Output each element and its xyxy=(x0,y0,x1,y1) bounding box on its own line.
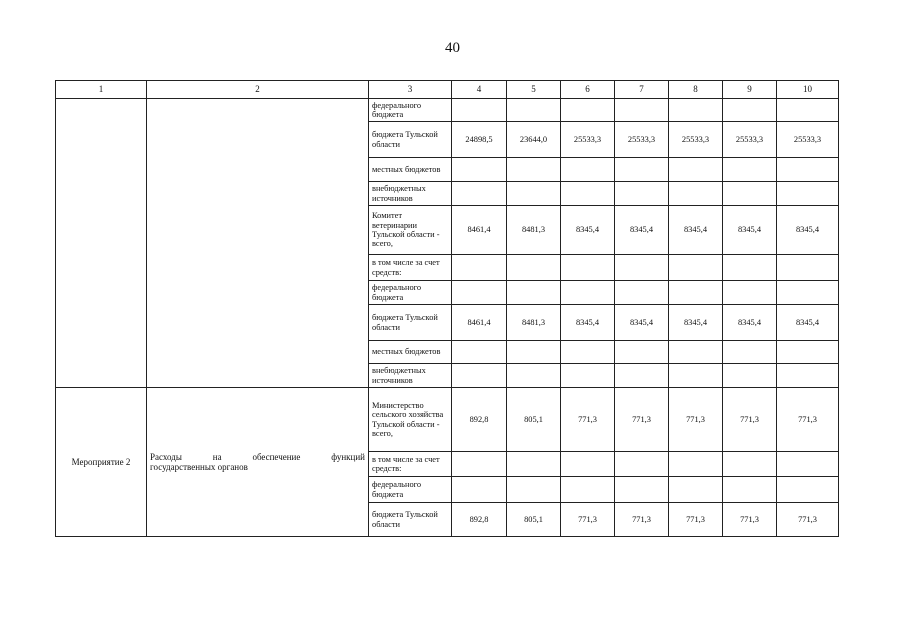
description-word: функций xyxy=(331,451,365,462)
value-cell: 892,8 xyxy=(452,503,507,537)
value-cell xyxy=(723,364,777,388)
value-cell xyxy=(615,182,669,206)
value-cell xyxy=(669,158,723,182)
value-cell: 8345,4 xyxy=(561,305,615,341)
table-body xyxy=(56,81,839,537)
value-cell: 805,1 xyxy=(507,503,561,537)
value-cell: 805,1 xyxy=(507,388,561,452)
funding-source-cell: федерального бюджета xyxy=(369,477,452,503)
value-cell: 771,3 xyxy=(723,503,777,537)
value-cell xyxy=(777,255,839,281)
value-cell xyxy=(507,182,561,206)
value-cell xyxy=(507,281,561,305)
value-cell: 771,3 xyxy=(615,388,669,452)
value-cell xyxy=(669,281,723,305)
funding-source-cell: внебюджетных источников xyxy=(369,364,452,388)
value-cell xyxy=(615,341,669,364)
value-cell: 771,3 xyxy=(561,388,615,452)
value-cell: 8345,4 xyxy=(615,206,669,255)
funding-source-cell: внебюджетных источников xyxy=(369,182,452,206)
event-label: Мероприятие 2 xyxy=(56,388,147,537)
value-cell: 25533,3 xyxy=(615,122,669,158)
funding-source-cell: местных бюджетов xyxy=(369,341,452,364)
value-cell xyxy=(777,452,839,477)
column-header: 2 xyxy=(147,81,369,99)
value-cell xyxy=(723,341,777,364)
funding-source-cell: Министерство сельского хозяйства Тульской области - всего, xyxy=(369,388,452,452)
value-cell xyxy=(777,99,839,122)
value-cell xyxy=(452,158,507,182)
funding-source-cell: бюджета Тульской области xyxy=(369,122,452,158)
funding-source-cell: бюджета Тульской области xyxy=(369,503,452,537)
table-row xyxy=(56,99,839,122)
value-cell xyxy=(669,182,723,206)
value-cell xyxy=(561,281,615,305)
value-cell xyxy=(669,477,723,503)
value-cell xyxy=(777,341,839,364)
value-cell xyxy=(615,477,669,503)
value-cell xyxy=(507,99,561,122)
value-cell xyxy=(507,341,561,364)
value-cell xyxy=(777,182,839,206)
value-cell: 25533,3 xyxy=(777,122,839,158)
event-cell-empty xyxy=(56,99,147,388)
value-cell: 25533,3 xyxy=(723,122,777,158)
event-description-line: государственных органов xyxy=(150,462,248,472)
value-cell: 771,3 xyxy=(669,388,723,452)
value-cell xyxy=(561,364,615,388)
value-cell xyxy=(615,99,669,122)
value-cell: 8345,4 xyxy=(723,206,777,255)
value-cell: 8345,4 xyxy=(561,206,615,255)
value-cell: 25533,3 xyxy=(561,122,615,158)
value-cell xyxy=(615,255,669,281)
event-description-line xyxy=(150,452,365,462)
column-header: 9 xyxy=(723,81,777,99)
value-cell xyxy=(669,255,723,281)
value-cell xyxy=(561,341,615,364)
table-row xyxy=(56,388,839,452)
value-cell xyxy=(507,364,561,388)
description-cell-empty xyxy=(147,99,369,388)
description-word: Расходы xyxy=(150,451,182,462)
value-cell xyxy=(615,281,669,305)
funding-source-cell: федерального бюджета xyxy=(369,99,452,122)
value-cell xyxy=(669,452,723,477)
value-cell: 8345,4 xyxy=(669,206,723,255)
value-cell xyxy=(452,452,507,477)
funding-source-cell: Комитет ветеринарии Тульской области - всего, xyxy=(369,206,452,255)
value-cell: 771,3 xyxy=(561,503,615,537)
value-cell xyxy=(561,99,615,122)
value-cell xyxy=(615,364,669,388)
value-cell xyxy=(669,364,723,388)
value-cell xyxy=(507,477,561,503)
value-cell xyxy=(507,158,561,182)
column-header: 8 xyxy=(669,81,723,99)
value-cell xyxy=(777,477,839,503)
value-cell xyxy=(777,158,839,182)
column-header: 4 xyxy=(452,81,507,99)
value-cell xyxy=(452,182,507,206)
value-cell xyxy=(561,182,615,206)
value-cell xyxy=(452,99,507,122)
value-cell xyxy=(669,99,723,122)
value-cell xyxy=(669,341,723,364)
value-cell: 25533,3 xyxy=(669,122,723,158)
funding-source-cell: федерального бюджета xyxy=(369,281,452,305)
value-cell xyxy=(723,281,777,305)
value-cell xyxy=(561,452,615,477)
budget-table xyxy=(55,80,839,537)
description-word: обеспечение xyxy=(252,451,301,462)
column-header-row xyxy=(56,81,839,99)
value-cell: 771,3 xyxy=(777,503,839,537)
value-cell xyxy=(561,477,615,503)
value-cell: 892,8 xyxy=(452,388,507,452)
value-cell: 23644,0 xyxy=(507,122,561,158)
value-cell xyxy=(723,158,777,182)
value-cell xyxy=(723,477,777,503)
value-cell: 8345,4 xyxy=(615,305,669,341)
value-cell: 8345,4 xyxy=(777,305,839,341)
value-cell: 771,3 xyxy=(669,503,723,537)
value-cell xyxy=(452,341,507,364)
value-cell: 24898,5 xyxy=(452,122,507,158)
column-header: 10 xyxy=(777,81,839,99)
value-cell xyxy=(452,364,507,388)
value-cell xyxy=(723,99,777,122)
funding-source-cell: бюджета Тульской области xyxy=(369,305,452,341)
value-cell xyxy=(561,158,615,182)
event-description xyxy=(147,388,369,537)
value-cell: 771,3 xyxy=(777,388,839,452)
value-cell: 771,3 xyxy=(615,503,669,537)
value-cell: 8461,4 xyxy=(452,305,507,341)
column-header: 6 xyxy=(561,81,615,99)
value-cell xyxy=(507,452,561,477)
value-cell: 8481,3 xyxy=(507,305,561,341)
value-cell xyxy=(723,452,777,477)
value-cell xyxy=(452,255,507,281)
description-word: на xyxy=(212,451,222,462)
value-cell xyxy=(452,477,507,503)
value-cell: 8345,4 xyxy=(777,206,839,255)
value-cell xyxy=(452,281,507,305)
column-header: 3 xyxy=(369,81,452,99)
value-cell xyxy=(777,281,839,305)
value-cell xyxy=(615,158,669,182)
funding-source-cell: в том числе за счет средств: xyxy=(369,255,452,281)
value-cell xyxy=(561,255,615,281)
value-cell: 8345,4 xyxy=(723,305,777,341)
funding-source-cell: в том числе за счет средств: xyxy=(369,452,452,477)
page-number: 40 xyxy=(445,40,460,56)
value-cell: 8345,4 xyxy=(669,305,723,341)
value-cell xyxy=(777,364,839,388)
value-cell: 771,3 xyxy=(723,388,777,452)
funding-source-cell: местных бюджетов xyxy=(369,158,452,182)
column-header: 7 xyxy=(615,81,669,99)
value-cell xyxy=(723,182,777,206)
value-cell xyxy=(507,255,561,281)
column-header: 1 xyxy=(56,81,147,99)
value-cell xyxy=(723,255,777,281)
value-cell: 8481,3 xyxy=(507,206,561,255)
column-header: 5 xyxy=(507,81,561,99)
value-cell xyxy=(615,452,669,477)
value-cell: 8461,4 xyxy=(452,206,507,255)
